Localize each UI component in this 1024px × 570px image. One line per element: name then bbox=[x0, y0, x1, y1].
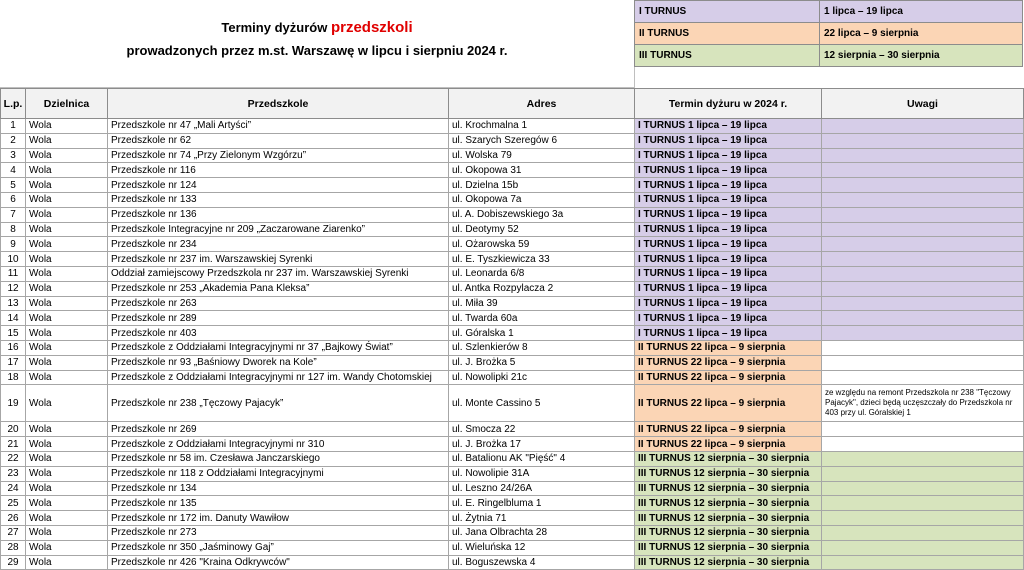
cell-uwagi bbox=[822, 422, 1024, 437]
cell-adres: ul. Szarych Szeregów 6 bbox=[449, 133, 635, 148]
cell-lp: 1 bbox=[1, 119, 26, 134]
cell-lp: 10 bbox=[1, 252, 26, 267]
table-row bbox=[1, 192, 1024, 207]
cell-adres: ul. J. Brożka 17 bbox=[449, 437, 635, 452]
cell-uwagi bbox=[822, 481, 1024, 496]
cell-lp: 24 bbox=[1, 481, 26, 496]
cell-lp: 11 bbox=[1, 266, 26, 281]
cell-uwagi bbox=[822, 148, 1024, 163]
legend-turnus-dates: 22 lipca – 9 sierpnia bbox=[820, 23, 1023, 45]
cell-termin: I TURNUS 1 lipca – 19 lipca bbox=[635, 178, 822, 193]
title-highlight: przedszkoli bbox=[330, 19, 413, 36]
table-row bbox=[1, 326, 1024, 341]
table-row bbox=[1, 311, 1024, 326]
cell-przedszkole: Przedszkole nr 124 bbox=[108, 178, 449, 193]
title-box bbox=[0, 0, 635, 88]
cell-termin: II TURNUS 22 lipca – 9 sierpnia bbox=[635, 437, 822, 452]
cell-adres: ul. Jana Olbrachta 28 bbox=[449, 525, 635, 540]
cell-uwagi bbox=[822, 466, 1024, 481]
cell-przedszkole: Przedszkole z Oddziałami Integracyjnymi nr 37 „Bajkowy Świat” bbox=[108, 340, 449, 355]
table-row bbox=[1, 148, 1024, 163]
cell-lp: 15 bbox=[1, 326, 26, 341]
cell-adres: ul. Dzielna 15b bbox=[449, 178, 635, 193]
cell-uwagi bbox=[822, 266, 1024, 281]
cell-przedszkole: Przedszkole nr 289 bbox=[108, 311, 449, 326]
table-row bbox=[1, 466, 1024, 481]
legend-turnus-dates: 1 lipca – 19 lipca bbox=[820, 1, 1023, 23]
cell-przedszkole: Przedszkole nr 238 „Tęczowy Pajacyk” bbox=[108, 385, 449, 422]
cell-lp: 2 bbox=[1, 133, 26, 148]
cell-termin: I TURNUS 1 lipca – 19 lipca bbox=[635, 148, 822, 163]
cell-przedszkole: Przedszkole nr 134 bbox=[108, 481, 449, 496]
cell-adres: ul. Wolska 79 bbox=[449, 148, 635, 163]
cell-termin: I TURNUS 1 lipca – 19 lipca bbox=[635, 311, 822, 326]
legend-turnus-label: II TURNUS bbox=[635, 23, 820, 45]
cell-lp: 20 bbox=[1, 422, 26, 437]
cell-lp: 19 bbox=[1, 385, 26, 422]
cell-lp: 27 bbox=[1, 525, 26, 540]
cell-dzielnica: Wola bbox=[26, 370, 108, 385]
cell-lp: 12 bbox=[1, 281, 26, 296]
cell-termin: I TURNUS 1 lipca – 19 lipca bbox=[635, 222, 822, 237]
cell-przedszkole: Przedszkole nr 62 bbox=[108, 133, 449, 148]
cell-przedszkole: Przedszkole nr 136 bbox=[108, 207, 449, 222]
cell-przedszkole: Przedszkole nr 47 „Mali Artyści” bbox=[108, 119, 449, 134]
cell-dzielnica: Wola bbox=[26, 222, 108, 237]
cell-przedszkole: Przedszkole Integracyjne nr 209 „Zaczarowane Ziarenko” bbox=[108, 222, 449, 237]
cell-uwagi bbox=[822, 370, 1024, 385]
cell-dzielnica: Wola bbox=[26, 237, 108, 252]
legend-row-turnus-2 bbox=[635, 23, 1023, 45]
cell-dzielnica: Wola bbox=[26, 252, 108, 267]
cell-uwagi bbox=[822, 326, 1024, 341]
cell-przedszkole: Przedszkole nr 253 „Akademia Pana Kleksa” bbox=[108, 281, 449, 296]
cell-przedszkole: Przedszkole nr 116 bbox=[108, 163, 449, 178]
page-title bbox=[0, 19, 634, 36]
cell-dzielnica: Wola bbox=[26, 326, 108, 341]
cell-termin: I TURNUS 1 lipca – 19 lipca bbox=[635, 163, 822, 178]
cell-adres: ul. Nowolipki 21c bbox=[449, 370, 635, 385]
cell-uwagi bbox=[822, 340, 1024, 355]
header-termin: Termin dyżuru w 2024 r. bbox=[635, 89, 822, 119]
cell-adres: ul. Leonarda 6/8 bbox=[449, 266, 635, 281]
cell-adres: ul. E. Tyszkiewicza 33 bbox=[449, 252, 635, 267]
header-dzielnica: Dzielnica bbox=[26, 89, 108, 119]
cell-adres: ul. Deotymy 52 bbox=[449, 222, 635, 237]
cell-dzielnica: Wola bbox=[26, 511, 108, 526]
cell-przedszkole: Przedszkole nr 93 „Baśniowy Dworek na Kole” bbox=[108, 355, 449, 370]
table-row bbox=[1, 525, 1024, 540]
header-uwagi: Uwagi bbox=[822, 89, 1024, 119]
cell-lp: 8 bbox=[1, 222, 26, 237]
cell-przedszkole: Przedszkole nr 269 bbox=[108, 422, 449, 437]
cell-dzielnica: Wola bbox=[26, 148, 108, 163]
cell-lp: 7 bbox=[1, 207, 26, 222]
table-row bbox=[1, 252, 1024, 267]
cell-lp: 13 bbox=[1, 296, 26, 311]
cell-termin: II TURNUS 22 lipca – 9 sierpnia bbox=[635, 355, 822, 370]
cell-termin: II TURNUS 22 lipca – 9 sierpnia bbox=[635, 370, 822, 385]
cell-lp: 23 bbox=[1, 466, 26, 481]
cell-lp: 4 bbox=[1, 163, 26, 178]
cell-dzielnica: Wola bbox=[26, 466, 108, 481]
cell-uwagi bbox=[822, 296, 1024, 311]
cell-uwagi bbox=[822, 281, 1024, 296]
table-row bbox=[1, 340, 1024, 355]
cell-dzielnica: Wola bbox=[26, 163, 108, 178]
cell-przedszkole: Przedszkole nr 237 im. Warszawskiej Syrenki bbox=[108, 252, 449, 267]
cell-termin: III TURNUS 12 sierpnia – 30 sierpnia bbox=[635, 555, 822, 570]
table-row bbox=[1, 222, 1024, 237]
cell-termin: III TURNUS 12 sierpnia – 30 sierpnia bbox=[635, 481, 822, 496]
cell-termin: I TURNUS 1 lipca – 19 lipca bbox=[635, 326, 822, 341]
table-row bbox=[1, 437, 1024, 452]
cell-dzielnica: Wola bbox=[26, 385, 108, 422]
cell-termin: III TURNUS 12 sierpnia – 30 sierpnia bbox=[635, 525, 822, 540]
cell-przedszkole: Przedszkole nr 273 bbox=[108, 525, 449, 540]
table-row bbox=[1, 266, 1024, 281]
cell-termin: III TURNUS 12 sierpnia – 30 sierpnia bbox=[635, 496, 822, 511]
cell-dzielnica: Wola bbox=[26, 192, 108, 207]
cell-adres: ul. Miła 39 bbox=[449, 296, 635, 311]
cell-termin: I TURNUS 1 lipca – 19 lipca bbox=[635, 266, 822, 281]
table-row bbox=[1, 451, 1024, 466]
cell-uwagi bbox=[822, 163, 1024, 178]
cell-uwagi bbox=[822, 451, 1024, 466]
cell-adres: ul. Wieluńska 12 bbox=[449, 540, 635, 555]
cell-lp: 28 bbox=[1, 540, 26, 555]
table-row bbox=[1, 281, 1024, 296]
cell-lp: 18 bbox=[1, 370, 26, 385]
cell-adres: ul. Żytnia 71 bbox=[449, 511, 635, 526]
cell-lp: 3 bbox=[1, 148, 26, 163]
cell-przedszkole: Przedszkole nr 58 im. Czesława Janczarskiego bbox=[108, 451, 449, 466]
table-row bbox=[1, 511, 1024, 526]
cell-termin: I TURNUS 1 lipca – 19 lipca bbox=[635, 192, 822, 207]
cell-adres: ul. Szlenkierów 8 bbox=[449, 340, 635, 355]
cell-lp: 25 bbox=[1, 496, 26, 511]
cell-termin: I TURNUS 1 lipca – 19 lipca bbox=[635, 281, 822, 296]
cell-uwagi bbox=[822, 511, 1024, 526]
header-lp: L.p. bbox=[1, 89, 26, 119]
cell-dzielnica: Wola bbox=[26, 525, 108, 540]
cell-dzielnica: Wola bbox=[26, 119, 108, 134]
cell-uwagi bbox=[822, 178, 1024, 193]
cell-adres: ul. Boguszewska 4 bbox=[449, 555, 635, 570]
cell-termin: II TURNUS 22 lipca – 9 sierpnia bbox=[635, 422, 822, 437]
cell-uwagi bbox=[822, 222, 1024, 237]
cell-dzielnica: Wola bbox=[26, 281, 108, 296]
cell-lp: 29 bbox=[1, 555, 26, 570]
cell-termin: II TURNUS 22 lipca – 9 sierpnia bbox=[635, 385, 822, 422]
cell-przedszkole: Przedszkole nr 350 „Jaśminowy Gaj” bbox=[108, 540, 449, 555]
cell-termin: III TURNUS 12 sierpnia – 30 sierpnia bbox=[635, 466, 822, 481]
cell-uwagi bbox=[822, 555, 1024, 570]
cell-adres: ul. Nowolipie 31A bbox=[449, 466, 635, 481]
cell-przedszkole: Przedszkole nr 135 bbox=[108, 496, 449, 511]
cell-lp: 6 bbox=[1, 192, 26, 207]
cell-termin: III TURNUS 12 sierpnia – 30 sierpnia bbox=[635, 540, 822, 555]
table-row bbox=[1, 207, 1024, 222]
cell-dzielnica: Wola bbox=[26, 481, 108, 496]
cell-termin: III TURNUS 12 sierpnia – 30 sierpnia bbox=[635, 511, 822, 526]
cell-termin: I TURNUS 1 lipca – 19 lipca bbox=[635, 237, 822, 252]
table-body bbox=[1, 119, 1024, 570]
cell-lp: 16 bbox=[1, 340, 26, 355]
table-row bbox=[1, 163, 1024, 178]
cell-adres: ul. Leszno 24/26A bbox=[449, 481, 635, 496]
cell-lp: 21 bbox=[1, 437, 26, 452]
cell-uwagi bbox=[822, 311, 1024, 326]
legend-row-turnus-3 bbox=[635, 45, 1023, 67]
cell-przedszkole: Przedszkole nr 74 „Przy Zielonym Wzgórzu” bbox=[108, 148, 449, 163]
cell-lp: 17 bbox=[1, 355, 26, 370]
header-adres: Adres bbox=[449, 89, 635, 119]
table-row bbox=[1, 296, 1024, 311]
cell-przedszkole: Przedszkole nr 263 bbox=[108, 296, 449, 311]
legend-turnus-label: III TURNUS bbox=[635, 45, 820, 67]
table-row bbox=[1, 385, 1024, 422]
cell-uwagi bbox=[822, 525, 1024, 540]
cell-uwagi bbox=[822, 119, 1024, 134]
cell-przedszkole: Przedszkole nr 172 im. Danuty Wawiłow bbox=[108, 511, 449, 526]
cell-przedszkole: Przedszkole nr 234 bbox=[108, 237, 449, 252]
cell-uwagi bbox=[822, 355, 1024, 370]
cell-adres: ul. Okopowa 7a bbox=[449, 192, 635, 207]
cell-uwagi bbox=[822, 496, 1024, 511]
cell-adres: ul. Batalionu AK "Pięść" 4 bbox=[449, 451, 635, 466]
cell-adres: ul. A. Dobiszewskiego 3a bbox=[449, 207, 635, 222]
cell-przedszkole: Przedszkole nr 133 bbox=[108, 192, 449, 207]
cell-przedszkole: Oddział zamiejscowy Przedszkola nr 237 im. Warszawskiej Syrenki bbox=[108, 266, 449, 281]
cell-dzielnica: Wola bbox=[26, 422, 108, 437]
cell-termin: III TURNUS 12 sierpnia – 30 sierpnia bbox=[635, 451, 822, 466]
cell-uwagi bbox=[822, 237, 1024, 252]
table-header-row bbox=[1, 89, 1024, 119]
cell-lp: 26 bbox=[1, 511, 26, 526]
cell-uwagi bbox=[822, 192, 1024, 207]
cell-adres: ul. J. Brożka 5 bbox=[449, 355, 635, 370]
cell-przedszkole: Przedszkole z Oddziałami Integracyjnymi nr 310 bbox=[108, 437, 449, 452]
cell-adres: ul. Twarda 60a bbox=[449, 311, 635, 326]
cell-uwagi bbox=[822, 540, 1024, 555]
cell-adres: ul. Smocza 22 bbox=[449, 422, 635, 437]
cell-adres: ul. Okopowa 31 bbox=[449, 163, 635, 178]
table-row bbox=[1, 370, 1024, 385]
table-row bbox=[1, 540, 1024, 555]
table-row bbox=[1, 481, 1024, 496]
cell-lp: 5 bbox=[1, 178, 26, 193]
cell-dzielnica: Wola bbox=[26, 451, 108, 466]
cell-dzielnica: Wola bbox=[26, 355, 108, 370]
page-subtitle: prowadzonych przez m.st. Warszawę w lipcu i sierpniu 2024 r. bbox=[126, 43, 508, 58]
cell-dzielnica: Wola bbox=[26, 496, 108, 511]
cell-dzielnica: Wola bbox=[26, 207, 108, 222]
cell-dzielnica: Wola bbox=[26, 133, 108, 148]
table-row bbox=[1, 555, 1024, 570]
header-przedszkole: Przedszkole bbox=[108, 89, 449, 119]
cell-przedszkole: Przedszkole nr 426 "Kraina Odkrywców" bbox=[108, 555, 449, 570]
cell-termin: I TURNUS 1 lipca – 19 lipca bbox=[635, 133, 822, 148]
legend-turnus-label: I TURNUS bbox=[635, 1, 820, 23]
cell-uwagi bbox=[822, 207, 1024, 222]
cell-adres: ul. Monte Cassino 5 bbox=[449, 385, 635, 422]
cell-termin: I TURNUS 1 lipca – 19 lipca bbox=[635, 252, 822, 267]
legend-turnus-dates: 12 sierpnia – 30 sierpnia bbox=[820, 45, 1023, 67]
cell-dzielnica: Wola bbox=[26, 266, 108, 281]
cell-przedszkole: Przedszkole nr 403 bbox=[108, 326, 449, 341]
kindergarten-schedule-table bbox=[0, 88, 1024, 570]
title-prefix: Terminy dyżurów bbox=[221, 20, 328, 35]
cell-lp: 9 bbox=[1, 237, 26, 252]
table-row bbox=[1, 133, 1024, 148]
table-row bbox=[1, 119, 1024, 134]
cell-uwagi bbox=[822, 133, 1024, 148]
cell-uwagi bbox=[822, 437, 1024, 452]
cell-lp: 14 bbox=[1, 311, 26, 326]
cell-termin: I TURNUS 1 lipca – 19 lipca bbox=[635, 119, 822, 134]
turnus-legend bbox=[634, 0, 1023, 67]
cell-termin: I TURNUS 1 lipca – 19 lipca bbox=[635, 207, 822, 222]
table-row bbox=[1, 496, 1024, 511]
cell-adres: ul. Antka Rozpylacza 2 bbox=[449, 281, 635, 296]
table-row bbox=[1, 422, 1024, 437]
cell-adres: ul. Góralska 1 bbox=[449, 326, 635, 341]
cell-termin: I TURNUS 1 lipca – 19 lipca bbox=[635, 296, 822, 311]
cell-lp: 22 bbox=[1, 451, 26, 466]
cell-dzielnica: Wola bbox=[26, 437, 108, 452]
table-row bbox=[1, 237, 1024, 252]
cell-uwagi bbox=[822, 252, 1024, 267]
cell-dzielnica: Wola bbox=[26, 296, 108, 311]
cell-adres: ul. Krochmalna 1 bbox=[449, 119, 635, 134]
cell-adres: ul. Ożarowska 59 bbox=[449, 237, 635, 252]
cell-termin: II TURNUS 22 lipca – 9 sierpnia bbox=[635, 340, 822, 355]
table-row bbox=[1, 355, 1024, 370]
cell-dzielnica: Wola bbox=[26, 311, 108, 326]
cell-przedszkole: Przedszkole z Oddziałami Integracyjnymi nr 127 im. Wandy Chotomskiej bbox=[108, 370, 449, 385]
legend-row-turnus-1 bbox=[635, 1, 1023, 23]
cell-dzielnica: Wola bbox=[26, 340, 108, 355]
cell-adres: ul. E. Ringelbluma 1 bbox=[449, 496, 635, 511]
table-row bbox=[1, 178, 1024, 193]
cell-uwagi: ze względu na remont Przedszkola nr 238 "Tęczowy Pajacyk", dzieci będą uczęszczały do Przedszkola nr 403 przy ul. Góralskiej 1 bbox=[822, 385, 1024, 422]
cell-przedszkole: Przedszkole nr 118 z Oddziałami Integracyjnymi bbox=[108, 466, 449, 481]
cell-dzielnica: Wola bbox=[26, 555, 108, 570]
cell-dzielnica: Wola bbox=[26, 178, 108, 193]
cell-dzielnica: Wola bbox=[26, 540, 108, 555]
